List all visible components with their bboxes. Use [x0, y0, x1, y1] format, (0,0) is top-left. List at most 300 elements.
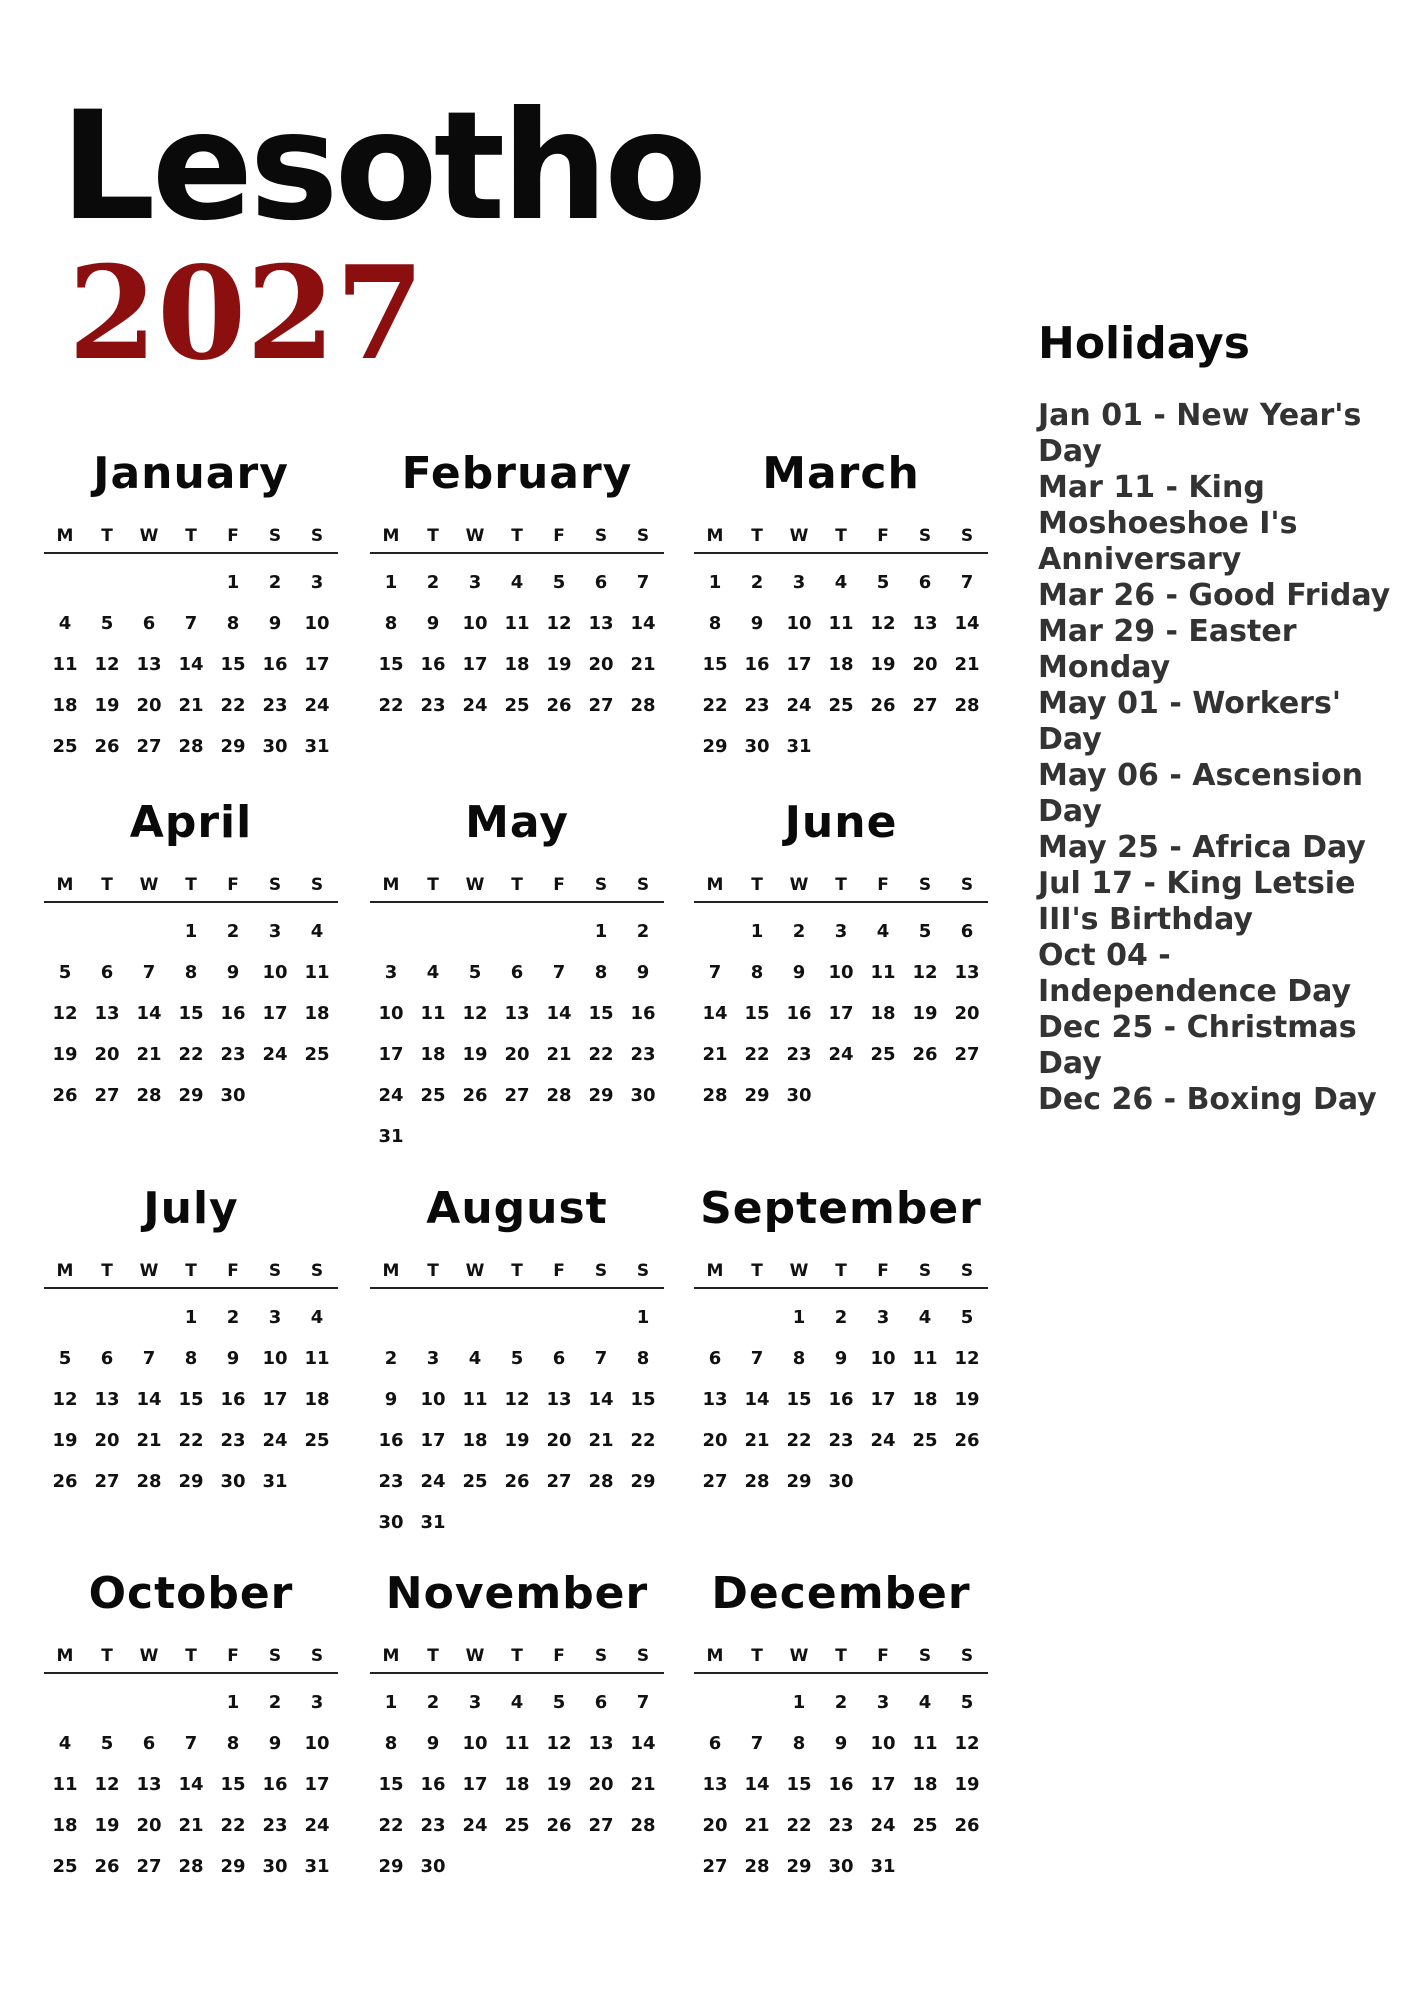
- month-december: [694, 1568, 988, 1887]
- empty-day-cell: [412, 911, 454, 952]
- day-cell: 23: [786, 1044, 812, 1065]
- day-cell: 6: [594, 1692, 608, 1713]
- weekday-label: S: [636, 875, 650, 895]
- day-cell: 17: [786, 654, 812, 675]
- weekday-header-row: [694, 875, 988, 903]
- day-cell: 4: [426, 962, 440, 983]
- day-cell: 31: [304, 736, 330, 757]
- day-cell: 12: [912, 962, 938, 983]
- weekday-label: W: [465, 1646, 485, 1666]
- day-cell: 2: [226, 921, 240, 942]
- day-cell: 22: [702, 695, 728, 716]
- month-name: April: [129, 797, 253, 848]
- weekday-label: S: [636, 1261, 650, 1281]
- day-cell: 21: [630, 1774, 656, 1795]
- day-cell: 7: [636, 1692, 650, 1713]
- weekday-label: T: [185, 526, 197, 546]
- day-cell: 10: [828, 962, 854, 983]
- weekday-label: T: [427, 875, 439, 895]
- day-cell: 14: [178, 1774, 204, 1795]
- day-cell: 30: [262, 736, 288, 757]
- weekday-header-row: [694, 526, 988, 554]
- day-cell: 6: [708, 1348, 722, 1369]
- day-cell: 4: [876, 921, 890, 942]
- day-grid: [694, 1682, 988, 1887]
- day-cell: 4: [310, 1307, 324, 1328]
- day-cell: 7: [750, 1348, 764, 1369]
- holiday-item: May 25 - Africa Day: [1038, 830, 1366, 865]
- day-cell: 5: [468, 962, 482, 983]
- day-cell: 26: [504, 1471, 530, 1492]
- day-cell: 8: [384, 613, 398, 634]
- day-cell: 27: [588, 695, 614, 716]
- day-cell: 29: [630, 1471, 656, 1492]
- day-cell: 21: [136, 1044, 162, 1065]
- holiday-item: Dec 25 - Christmas Day: [1038, 1010, 1357, 1081]
- day-cell: 25: [52, 736, 78, 757]
- day-cell: 3: [384, 962, 398, 983]
- weekday-label: S: [636, 1646, 650, 1666]
- day-cell: 18: [912, 1774, 938, 1795]
- day-cell: 31: [262, 1471, 288, 1492]
- day-cell: 10: [378, 1003, 404, 1024]
- day-cell: 14: [546, 1003, 572, 1024]
- day-cell: 6: [552, 1348, 566, 1369]
- day-cell: 20: [94, 1430, 120, 1451]
- weekday-label: M: [56, 1646, 74, 1666]
- day-cell: 1: [384, 1692, 398, 1713]
- day-cell: 23: [420, 695, 446, 716]
- day-cell: 29: [588, 1085, 614, 1106]
- day-cell: 29: [220, 736, 246, 757]
- day-cell: 2: [792, 921, 806, 942]
- holiday-item: May 01 - Workers' Day: [1038, 686, 1342, 757]
- day-cell: 27: [136, 1856, 162, 1877]
- month-name: November: [385, 1568, 649, 1619]
- day-cell: 15: [630, 1389, 656, 1410]
- weekday-label: F: [227, 526, 239, 546]
- day-cell: 3: [834, 921, 848, 942]
- day-cell: 26: [870, 695, 896, 716]
- day-cell: 28: [588, 1471, 614, 1492]
- day-cell: 25: [870, 1044, 896, 1065]
- day-cell: 8: [184, 962, 198, 983]
- day-cell: 6: [708, 1733, 722, 1754]
- day-cell: 22: [178, 1430, 204, 1451]
- day-cell: 25: [52, 1856, 78, 1877]
- day-cell: 27: [546, 1471, 572, 1492]
- day-cell: 21: [178, 695, 204, 716]
- day-cell: 14: [630, 613, 656, 634]
- day-cell: 24: [262, 1430, 288, 1451]
- day-cell: 26: [52, 1085, 78, 1106]
- day-cell: 24: [462, 695, 488, 716]
- weekday-label: T: [101, 1261, 113, 1281]
- day-cell: 19: [52, 1430, 78, 1451]
- weekday-label: S: [594, 1646, 608, 1666]
- day-cell: 13: [94, 1389, 120, 1410]
- day-cell: 2: [834, 1307, 848, 1328]
- day-cell: 10: [262, 1348, 288, 1369]
- day-cell: 19: [94, 1815, 120, 1836]
- day-cell: 24: [304, 1815, 330, 1836]
- month-name: August: [426, 1183, 608, 1234]
- day-cell: 26: [462, 1085, 488, 1106]
- day-cell: 30: [220, 1471, 246, 1492]
- day-cell: 26: [94, 736, 120, 757]
- month-name: October: [88, 1568, 294, 1619]
- day-cell: 10: [870, 1348, 896, 1369]
- day-cell: 13: [702, 1774, 728, 1795]
- weekday-label: F: [877, 1646, 889, 1666]
- day-cell: 21: [136, 1430, 162, 1451]
- weekday-label: M: [382, 526, 400, 546]
- day-cell: 23: [220, 1430, 246, 1451]
- day-cell: 30: [744, 736, 770, 757]
- weekday-header-row: [694, 1261, 988, 1289]
- day-cell: 2: [226, 1307, 240, 1328]
- day-cell: 25: [304, 1430, 330, 1451]
- day-cell: 3: [310, 1692, 324, 1713]
- day-cell: 12: [462, 1003, 488, 1024]
- day-grid: [370, 562, 664, 726]
- day-cell: 7: [184, 613, 198, 634]
- month-march: [694, 448, 988, 767]
- day-cell: 13: [912, 613, 938, 634]
- day-cell: 3: [876, 1307, 890, 1328]
- day-cell: 4: [918, 1307, 932, 1328]
- day-cell: 6: [918, 572, 932, 593]
- holiday-item: Mar 11 - King Moshoeshoe I's Anniversary: [1038, 470, 1298, 577]
- day-cell: 1: [792, 1307, 806, 1328]
- day-cell: 20: [702, 1430, 728, 1451]
- month-name: May: [465, 797, 569, 848]
- day-cell: 18: [504, 654, 530, 675]
- day-cell: 17: [304, 1774, 330, 1795]
- day-cell: 28: [178, 1856, 204, 1877]
- day-cell: 20: [954, 1003, 980, 1024]
- day-cell: 5: [876, 572, 890, 593]
- empty-day-cell: [496, 1297, 538, 1338]
- day-cell: 30: [420, 1856, 446, 1877]
- weekday-header-row: [694, 1646, 988, 1674]
- day-cell: 19: [954, 1774, 980, 1795]
- empty-day-cell: [128, 911, 170, 952]
- day-cell: 9: [226, 1348, 240, 1369]
- day-cell: 31: [378, 1126, 404, 1147]
- day-cell: 29: [220, 1856, 246, 1877]
- holiday-item: Oct 04 - Independence Day: [1038, 938, 1352, 1009]
- day-cell: 11: [504, 613, 530, 634]
- day-cell: 10: [462, 1733, 488, 1754]
- day-cell: 19: [912, 1003, 938, 1024]
- day-cell: 1: [184, 1307, 198, 1328]
- day-cell: 5: [552, 572, 566, 593]
- weekday-label: W: [465, 875, 485, 895]
- day-cell: 10: [462, 613, 488, 634]
- month-name: February: [401, 448, 633, 499]
- empty-day-cell: [170, 1682, 212, 1723]
- day-cell: 12: [52, 1389, 78, 1410]
- day-cell: 21: [744, 1815, 770, 1836]
- day-grid: [694, 1297, 988, 1502]
- day-cell: 25: [504, 695, 530, 716]
- empty-day-cell: [128, 562, 170, 603]
- weekday-label: T: [185, 1646, 197, 1666]
- day-cell: 28: [630, 695, 656, 716]
- day-cell: 9: [750, 613, 764, 634]
- weekday-label: F: [553, 1646, 565, 1666]
- day-cell: 7: [708, 962, 722, 983]
- day-cell: 27: [504, 1085, 530, 1106]
- day-cell: 24: [420, 1471, 446, 1492]
- day-grid: [370, 1682, 664, 1887]
- day-cell: 18: [420, 1044, 446, 1065]
- day-cell: 24: [304, 695, 330, 716]
- day-cell: 19: [546, 654, 572, 675]
- holiday-item: Jan 01 - New Year's Day: [1038, 398, 1362, 469]
- month-name: July: [143, 1183, 239, 1234]
- day-cell: 2: [426, 1692, 440, 1713]
- month-july: [44, 1183, 338, 1502]
- weekday-label: T: [835, 1646, 847, 1666]
- empty-day-cell: [694, 1297, 736, 1338]
- empty-day-cell: [538, 911, 580, 952]
- day-cell: 8: [792, 1348, 806, 1369]
- weekday-label: W: [789, 1261, 809, 1281]
- weekday-header-row: [370, 875, 664, 903]
- day-cell: 9: [426, 613, 440, 634]
- day-cell: 19: [870, 654, 896, 675]
- day-cell: 29: [786, 1856, 812, 1877]
- weekday-header-row: [44, 526, 338, 554]
- day-cell: 6: [510, 962, 524, 983]
- day-cell: 29: [378, 1856, 404, 1877]
- day-cell: 16: [828, 1389, 854, 1410]
- day-grid: [370, 1297, 664, 1543]
- day-cell: 12: [546, 1733, 572, 1754]
- day-cell: 18: [304, 1003, 330, 1024]
- day-cell: 9: [268, 1733, 282, 1754]
- day-cell: 13: [136, 1774, 162, 1795]
- empty-day-cell: [580, 1297, 622, 1338]
- day-cell: 17: [304, 654, 330, 675]
- day-cell: 22: [744, 1044, 770, 1065]
- day-cell: 31: [870, 1856, 896, 1877]
- day-cell: 11: [504, 1733, 530, 1754]
- day-cell: 24: [870, 1430, 896, 1451]
- day-grid: [370, 911, 664, 1157]
- day-cell: 11: [912, 1348, 938, 1369]
- weekday-label: T: [511, 1261, 523, 1281]
- empty-day-cell: [736, 1682, 778, 1723]
- holiday-item: Dec 26 - Boxing Day: [1038, 1082, 1377, 1117]
- day-cell: 14: [136, 1003, 162, 1024]
- weekday-label: F: [227, 1646, 239, 1666]
- day-cell: 27: [94, 1085, 120, 1106]
- month-name: September: [700, 1183, 982, 1234]
- day-cell: 16: [220, 1003, 246, 1024]
- day-cell: 31: [304, 1856, 330, 1877]
- day-cell: 21: [744, 1430, 770, 1451]
- day-cell: 27: [94, 1471, 120, 1492]
- weekday-label: T: [101, 1646, 113, 1666]
- weekday-header-row: [44, 875, 338, 903]
- weekday-header-row: [370, 1646, 664, 1674]
- day-cell: 10: [262, 962, 288, 983]
- day-cell: 5: [552, 1692, 566, 1713]
- day-cell: 25: [912, 1815, 938, 1836]
- weekday-label: W: [465, 526, 485, 546]
- day-cell: 17: [462, 1774, 488, 1795]
- day-cell: 13: [94, 1003, 120, 1024]
- day-cell: 25: [304, 1044, 330, 1065]
- day-cell: 9: [636, 962, 650, 983]
- day-cell: 1: [226, 572, 240, 593]
- holiday-item: Mar 26 - Good Friday: [1038, 578, 1391, 613]
- day-cell: 13: [588, 613, 614, 634]
- day-cell: 4: [310, 921, 324, 942]
- weekday-label: S: [918, 875, 932, 895]
- day-cell: 13: [136, 654, 162, 675]
- day-cell: 26: [912, 1044, 938, 1065]
- day-cell: 8: [384, 1733, 398, 1754]
- day-cell: 7: [142, 962, 156, 983]
- day-cell: 19: [52, 1044, 78, 1065]
- weekday-label: S: [268, 526, 282, 546]
- day-cell: 3: [310, 572, 324, 593]
- day-cell: 25: [828, 695, 854, 716]
- holiday-item: Jul 17 - King Letsie III's Birthday: [1038, 866, 1356, 937]
- day-cell: 21: [630, 654, 656, 675]
- weekday-label: T: [835, 875, 847, 895]
- day-cell: 16: [786, 1003, 812, 1024]
- day-cell: 14: [630, 1733, 656, 1754]
- weekday-label: W: [465, 1261, 485, 1281]
- day-cell: 12: [94, 654, 120, 675]
- day-cell: 1: [750, 921, 764, 942]
- empty-day-cell: [44, 1682, 86, 1723]
- day-cell: 15: [702, 654, 728, 675]
- month-october: [44, 1568, 338, 1887]
- day-cell: 23: [220, 1044, 246, 1065]
- day-cell: 9: [384, 1389, 398, 1410]
- day-cell: 18: [462, 1430, 488, 1451]
- day-cell: 5: [58, 1348, 72, 1369]
- empty-day-cell: [86, 1682, 128, 1723]
- day-cell: 18: [828, 654, 854, 675]
- weekday-label: M: [382, 875, 400, 895]
- day-cell: 18: [912, 1389, 938, 1410]
- day-cell: 11: [870, 962, 896, 983]
- day-grid: [694, 562, 988, 767]
- day-grid: [44, 911, 338, 1116]
- weekday-label: S: [594, 875, 608, 895]
- day-cell: 12: [870, 613, 896, 634]
- day-cell: 20: [546, 1430, 572, 1451]
- weekday-header-row: [44, 1261, 338, 1289]
- day-cell: 11: [912, 1733, 938, 1754]
- weekday-label: W: [139, 875, 159, 895]
- day-cell: 9: [268, 613, 282, 634]
- day-cell: 2: [426, 572, 440, 593]
- day-cell: 25: [912, 1430, 938, 1451]
- day-cell: 14: [588, 1389, 614, 1410]
- day-cell: 22: [786, 1430, 812, 1451]
- empty-day-cell: [736, 1297, 778, 1338]
- day-cell: 1: [384, 572, 398, 593]
- day-cell: 20: [136, 695, 162, 716]
- empty-day-cell: [86, 1297, 128, 1338]
- weekday-label: S: [310, 1261, 324, 1281]
- day-cell: 26: [52, 1471, 78, 1492]
- weekday-label: W: [789, 875, 809, 895]
- day-cell: 1: [708, 572, 722, 593]
- day-cell: 16: [744, 654, 770, 675]
- day-cell: 8: [594, 962, 608, 983]
- day-cell: 27: [702, 1856, 728, 1877]
- day-cell: 16: [420, 654, 446, 675]
- day-cell: 23: [262, 1815, 288, 1836]
- day-cell: 31: [420, 1512, 446, 1533]
- day-cell: 11: [304, 962, 330, 983]
- day-cell: 4: [510, 1692, 524, 1713]
- weekday-label: F: [877, 526, 889, 546]
- day-cell: 17: [870, 1389, 896, 1410]
- day-cell: 18: [870, 1003, 896, 1024]
- day-cell: 25: [420, 1085, 446, 1106]
- weekday-label: T: [185, 875, 197, 895]
- day-cell: 1: [184, 921, 198, 942]
- day-cell: 3: [792, 572, 806, 593]
- day-cell: 2: [268, 1692, 282, 1713]
- day-cell: 5: [100, 1733, 114, 1754]
- day-cell: 23: [630, 1044, 656, 1065]
- day-cell: 20: [136, 1815, 162, 1836]
- day-cell: 15: [220, 654, 246, 675]
- day-cell: 24: [786, 695, 812, 716]
- empty-day-cell: [454, 911, 496, 952]
- weekday-label: T: [427, 1646, 439, 1666]
- month-name: January: [93, 448, 289, 499]
- weekday-label: S: [268, 875, 282, 895]
- day-cell: 8: [184, 1348, 198, 1369]
- day-cell: 25: [504, 1815, 530, 1836]
- day-cell: 7: [552, 962, 566, 983]
- day-cell: 22: [220, 1815, 246, 1836]
- day-cell: 22: [378, 695, 404, 716]
- empty-day-cell: [128, 1682, 170, 1723]
- day-cell: 28: [136, 1471, 162, 1492]
- day-cell: 29: [786, 1471, 812, 1492]
- weekday-label: S: [310, 875, 324, 895]
- weekday-label: F: [227, 875, 239, 895]
- day-cell: 5: [100, 613, 114, 634]
- weekday-label: S: [310, 526, 324, 546]
- day-cell: 15: [786, 1389, 812, 1410]
- day-cell: 13: [504, 1003, 530, 1024]
- day-cell: 3: [268, 1307, 282, 1328]
- weekday-label: T: [511, 875, 523, 895]
- day-cell: 2: [636, 921, 650, 942]
- day-cell: 3: [468, 572, 482, 593]
- weekday-label: S: [268, 1261, 282, 1281]
- day-cell: 30: [828, 1471, 854, 1492]
- day-cell: 15: [588, 1003, 614, 1024]
- weekday-label: S: [960, 1261, 974, 1281]
- day-cell: 16: [262, 1774, 288, 1795]
- day-cell: 12: [94, 1774, 120, 1795]
